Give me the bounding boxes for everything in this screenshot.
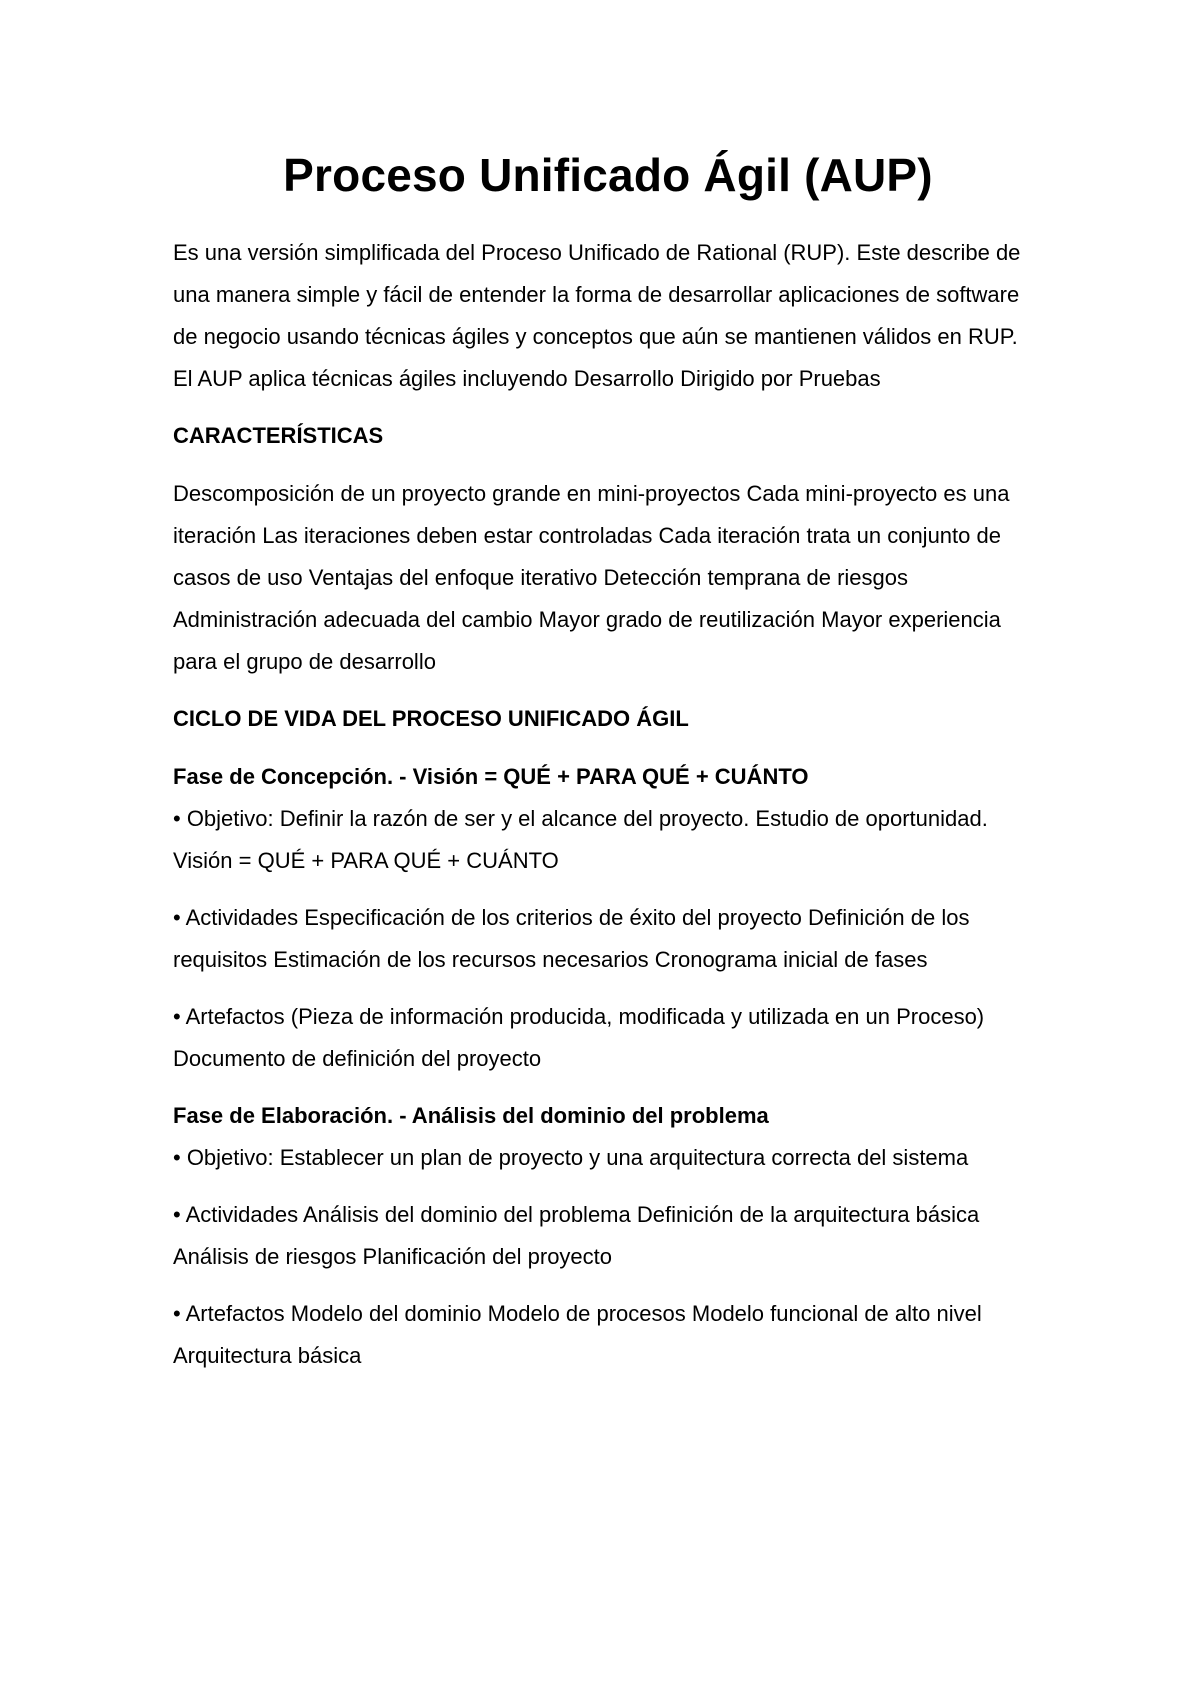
phase-objective-elaboracion: • Objetivo: Establecer un plan de proyecto y una arquitectura correcta del sistema bbox=[173, 1145, 969, 1170]
phase-heading-elaboracion: Fase de Elaboración. - Análisis del dominio del problema bbox=[173, 1103, 769, 1128]
document-content bbox=[173, 148, 1043, 1392]
phase-artifacts-elaboracion: • Artefactos Modelo del dominio Modelo de procesos Modelo funcional de alto nivel Arquitectura básica bbox=[173, 1301, 982, 1368]
characteristics-heading: CARACTERÍSTICAS bbox=[173, 423, 384, 448]
document-title: Proceso Unificado Ágil (AUP) bbox=[283, 149, 933, 201]
phase-objective-concepcion: • Objetivo: Definir la razón de ser y el alcance del proyecto. Estudio de oportunidad. Visión = QUÉ + PARA QUÉ + CUÁNTO bbox=[173, 806, 988, 873]
phase-activities-elaboracion: • Actividades Análisis del dominio del problema Definición de la arquitectura básica Análisis de riesgos Planificación del proyecto bbox=[173, 1202, 980, 1269]
phase-heading-concepcion: Fase de Concepción. - Visión = QUÉ + PARA QUÉ + CUÁNTO bbox=[173, 764, 809, 789]
intro-paragraph: Es una versión simplificada del Proceso Unificado de Rational (RUP). Este describe de una manera simple y fácil de entender la forma de desarrollar aplicaciones de software de negocio usando técnicas ágiles y conceptos que aún se mantienen válidos en RUP. El AUP aplica técnicas ágiles incluyendo Desarrollo Dirigido por Pruebas bbox=[173, 240, 1021, 391]
lifecycle-heading: CICLO DE VIDA DEL PROCESO UNIFICADO ÁGIL bbox=[173, 706, 689, 731]
phase-activities-concepcion: • Actividades Especificación de los criterios de éxito del proyecto Definición de los requisitos Estimación de los recursos necesarios Cronograma inicial de fases bbox=[173, 905, 970, 972]
characteristics-paragraph: Descomposición de un proyecto grande en mini-proyectos Cada mini-proyecto es una iteración Las iteraciones deben estar controladas Cada iteración trata un conjunto de casos de uso Ventajas del enfoque iterativo Detección temprana de riesgos Administración adecuada del cambio Mayor grado de reutilización Mayor experiencia para el grupo de desarrollo bbox=[173, 481, 1010, 674]
phase-artifacts-concepcion: • Artefactos (Pieza de información producida, modificada y utilizada en un Proceso) Documento de definición del proyecto bbox=[173, 1004, 985, 1071]
